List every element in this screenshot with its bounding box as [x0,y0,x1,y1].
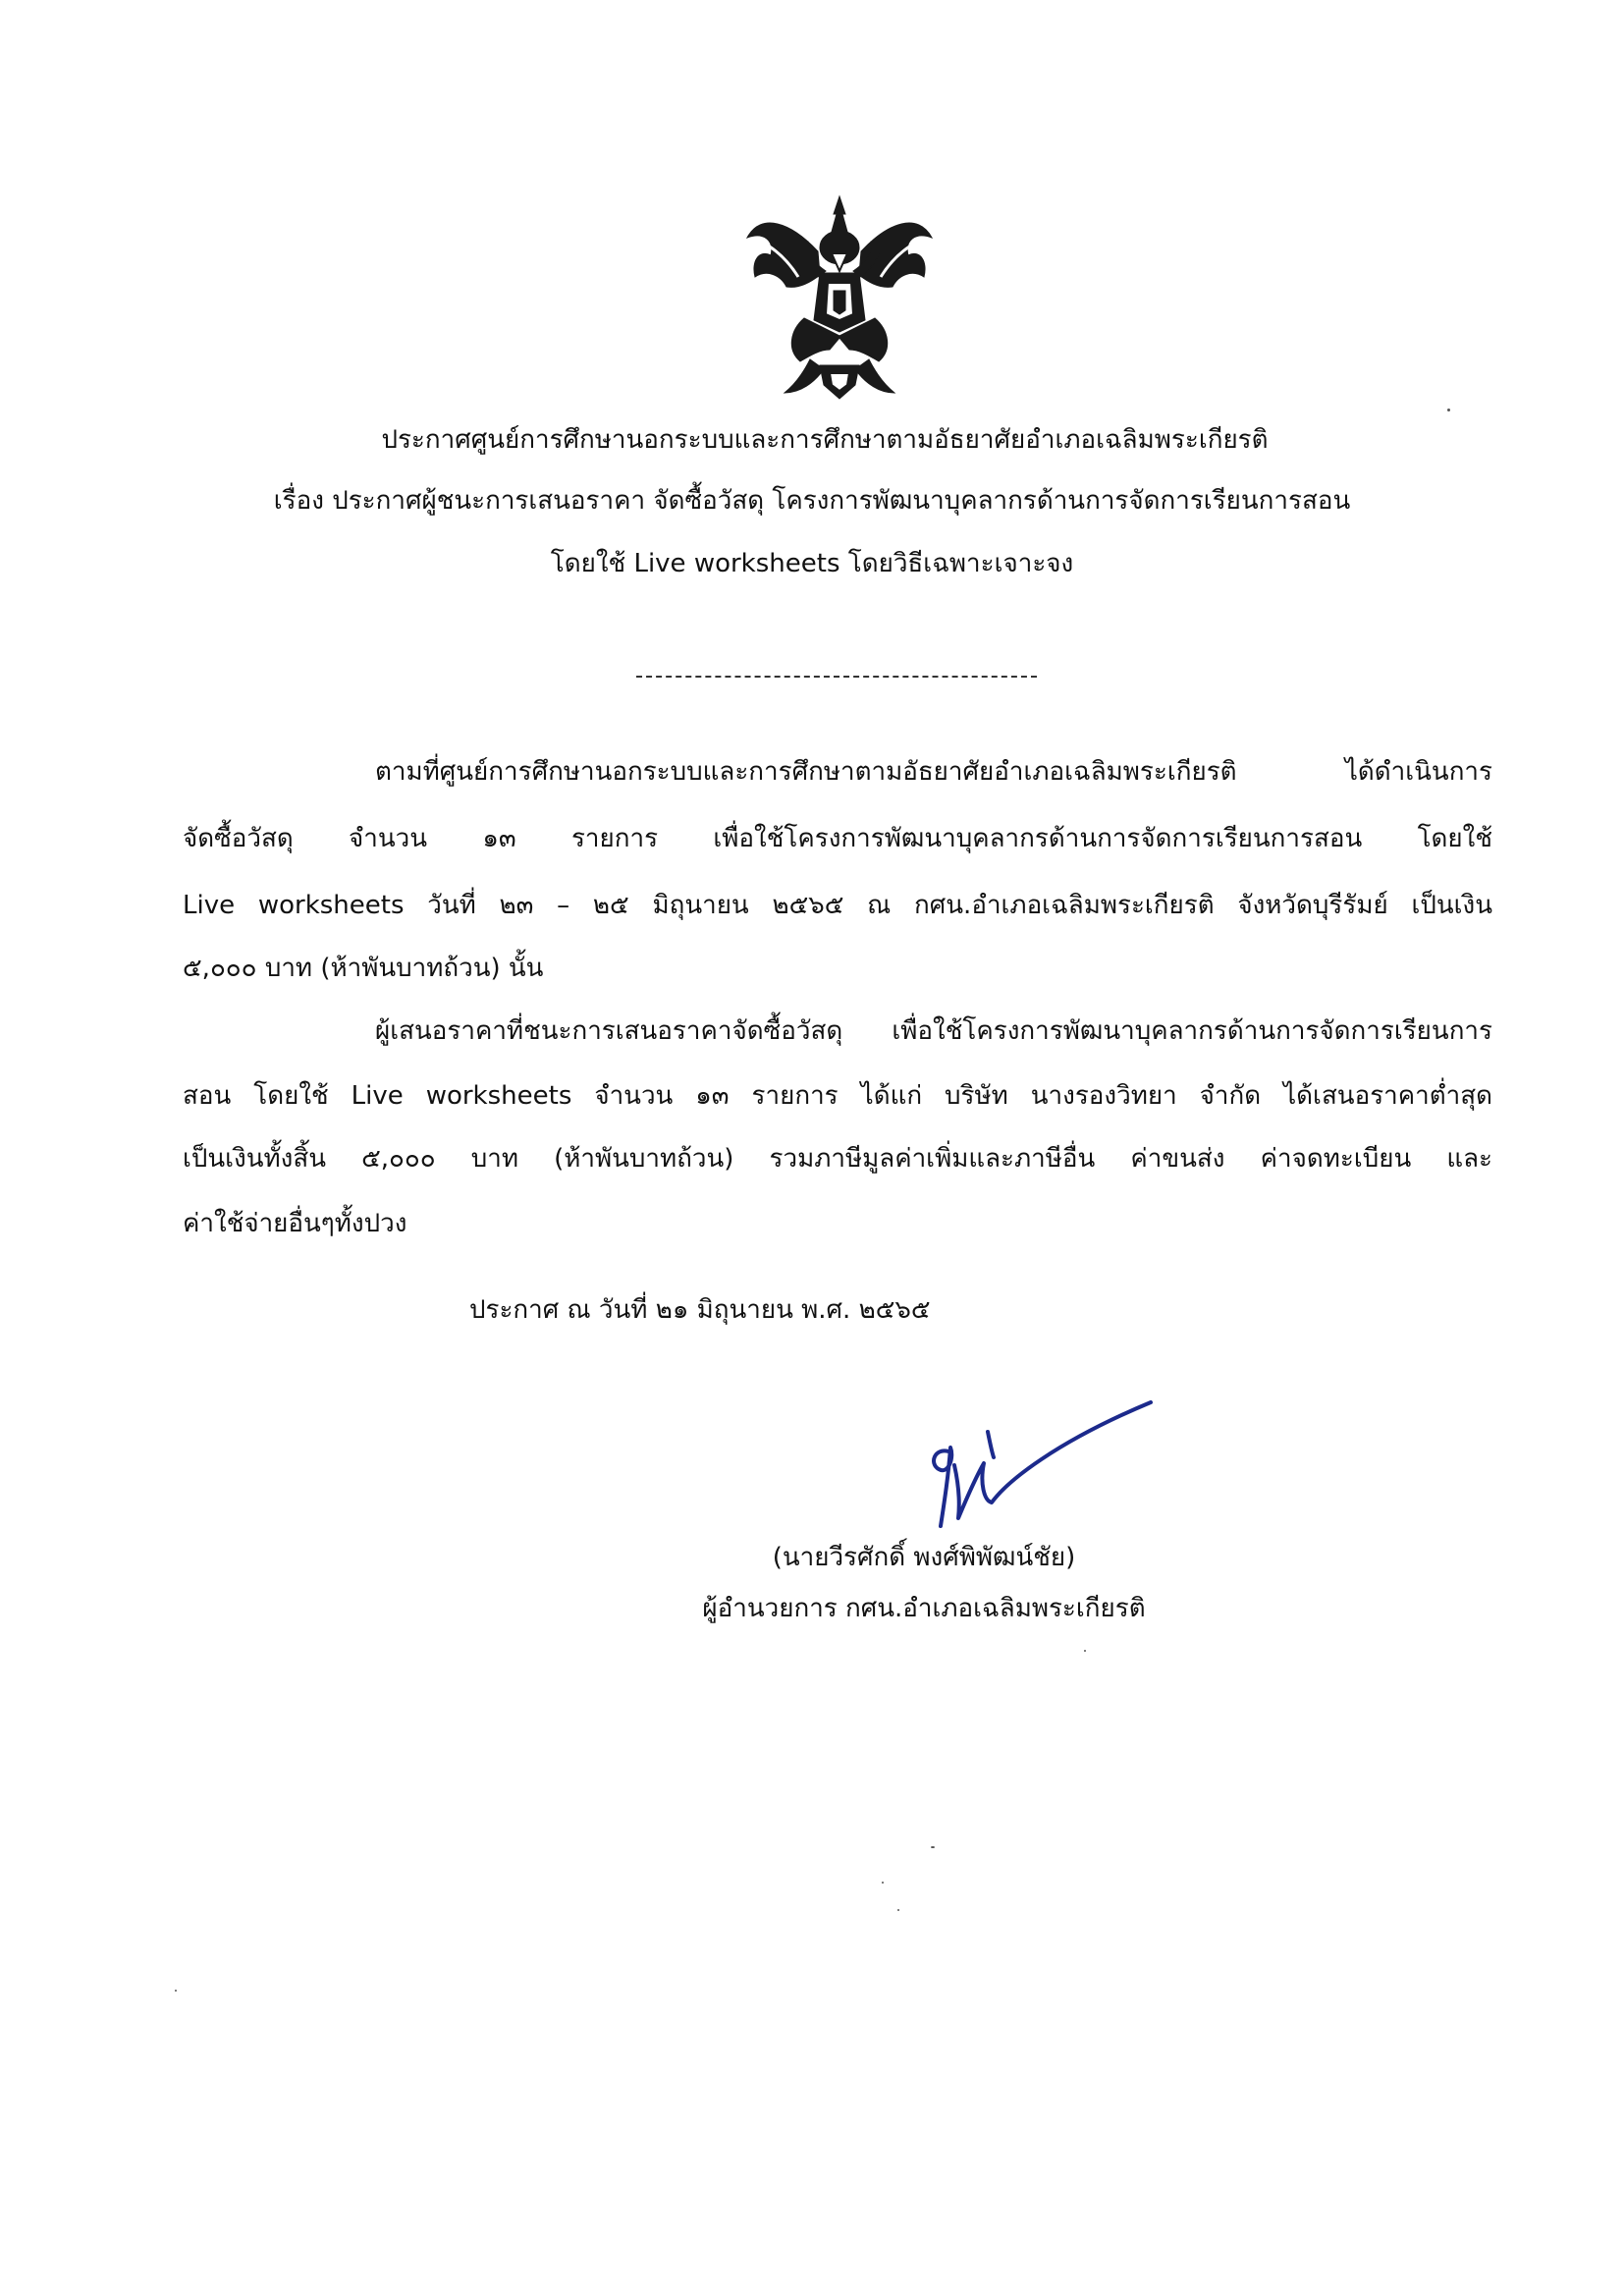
announcement-title: ประกาศศูนย์การศึกษานอกระบบและการศึกษาตามอัธยาศัยอำเภอเฉลิมพระเกียรติ [381,425,1269,455]
scan-speck [931,1846,935,1848]
scan-speck [1084,1650,1086,1652]
paragraph-1-line-2: จัดซื้อวัสดุ จำนวน ๑๓ รายการ เพื่อใช้โครงการพัฒนาบุคลากรด้านการจัดการเรียนการสอน โดยใช้ [183,824,1492,853]
body-paragraph-2 [183,1015,1492,1271]
announcement-subject-continued: โดยใช้ Live worksheets โดยวิธีเฉพาะเจาะจง [550,549,1074,578]
scan-speck [175,1990,177,1992]
scan-speck [897,1909,899,1911]
paragraph-2-line-3: เป็นเงินทั้งสิ้น ๕,๐๐๐ บาท (ห้าพันบาทถ้วน) รวมภาษีมูลค่าเพิ่มและภาษีอื่น ค่าขนส่ง ค่าจดทะเบียน และ [183,1144,1492,1174]
paragraph-1-line-1: ตามที่ศูนย์การศึกษานอกระบบและการศึกษาตามอัธยาศัยอำเภอเฉลิมพระเกียรติ ได้ดำเนินการ [375,757,1492,787]
paragraph-2-line-2: สอน โดยใช้ Live worksheets จำนวน ๑๓ รายการ ได้แก่ บริษัท นางรองวิทยา จำกัด ได้เสนอราคาต่ำสุด [183,1081,1492,1111]
signatory-name: (นายวีรศักดิ์ พงศ์พิพัฒน์ชัย) [772,1543,1076,1572]
announcement-subject: เรื่อง ประกาศผู้ชนะการเสนอราคา จัดซื้อวัสดุ โครงการพัฒนาบุคลากรด้านการจัดการเรียนการสอน [273,486,1351,516]
header-divider [636,676,1037,678]
paragraph-2-line-1: ผู้เสนอราคาที่ชนะการเสนอราคาจัดซื้อวัสดุ เพื่อใช้โครงการพัฒนาบุคลากรด้านการจัดการเรียนการ [375,1016,1492,1046]
handwritten-signature [919,1393,1155,1540]
paragraph-2-line-4: ค่าใช้จ่ายอื่นๆทั้งปวง [183,1209,407,1238]
scan-speck [882,1882,884,1884]
body-paragraph-1 [183,756,1492,1011]
announcement-date: ประกาศ ณ วันที่ ๒๑ มิถุนายน พ.ศ. ๒๕๖๕ [469,1295,931,1325]
scan-speck [1447,409,1450,411]
paragraph-1-line-3: Live worksheets วันที่ ๒๓ – ๒๕ มิถุนายน ๒๕๖๕ ณ กศน.อำเภอเฉลิมพระเกียรติ จังหวัดบุรีรัมย์ เป็นเงิน [183,891,1492,920]
garuda-emblem-icon [741,192,938,407]
paragraph-1-line-4: ๕,๐๐๐ บาท (ห้าพันบาทถ้วน) นั้น [183,954,544,983]
signatory-position: ผู้อำนวยการ กศน.อำเภอเฉลิมพระเกียรติ [702,1594,1146,1623]
